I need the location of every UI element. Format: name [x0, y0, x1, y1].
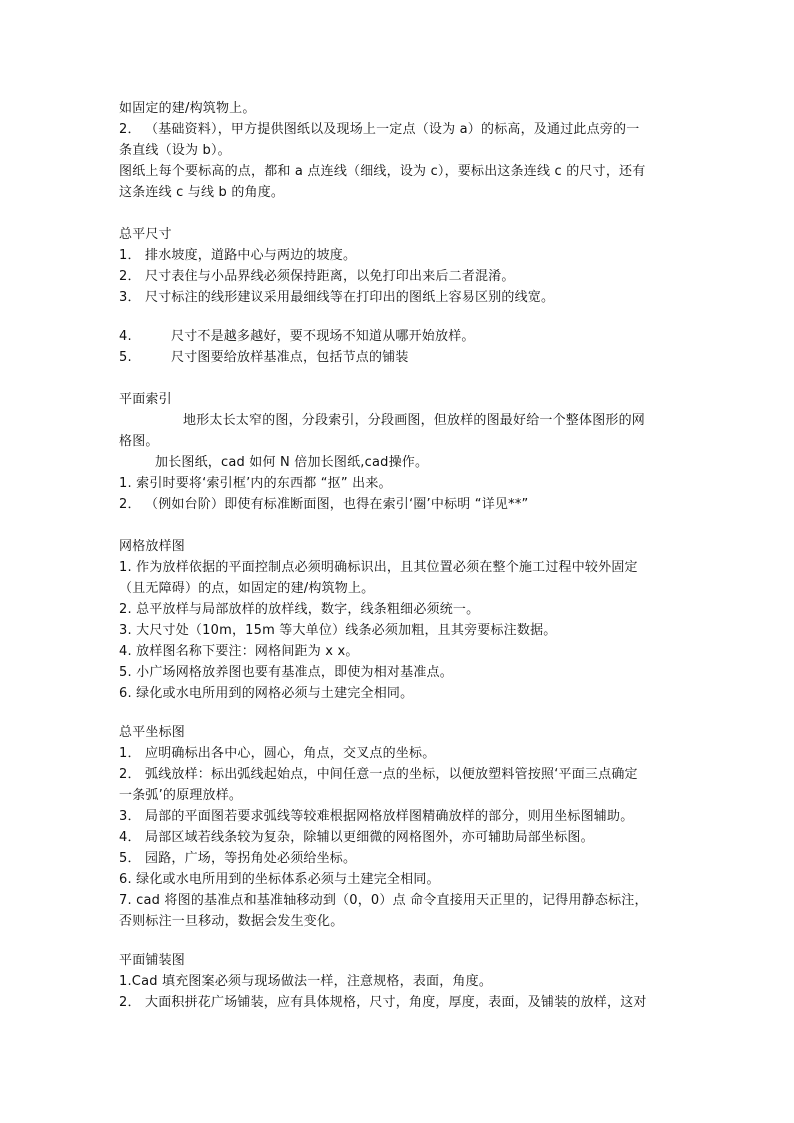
section-title-paving: 平面铺装图: [119, 953, 186, 968]
coord-item-2: 2． 弧线放样：标出弧线起始点，中间任意一点的坐标，以便放塑料管按照‘平面三点确定: [119, 767, 638, 782]
dimensions-item-4-number: 4.: [119, 329, 132, 344]
dimensions-item-1: 1． 排水坡度，道路中心与两边的坡度。: [119, 248, 357, 263]
intro-line-5: 这条连线 c 与线 b 的角度。: [119, 185, 285, 200]
dimensions-item-3: 3． 尺寸标注的线形建议采用最细线等在打印出的图纸上容易区别的线宽。: [119, 290, 555, 305]
coord-item-4: 4． 局部区域若线条较为复杂，除辅以更细微的网格图外，亦可辅助局部坐标图。: [119, 830, 594, 845]
dimensions-item-5: [119, 347, 679, 368]
coord-item-6: 6. 绿化或水电所用到的坐标体系必须与土建完全相同。: [119, 872, 440, 887]
section-title-dimensions: 总平尺寸: [119, 227, 172, 242]
grid-item-6: 6. 绿化或水电所用到的网格必须与土建完全相同。: [119, 686, 414, 701]
coord-item-7-cont: 否则标注一旦移动，数据会发生变化。: [119, 914, 344, 929]
plan-index-para-1-cont: 格图。: [119, 434, 159, 449]
grid-item-1-cont: （且无障碍）的点，如固定的建/构筑物上。: [119, 581, 375, 596]
intro-line-1: 如固定的建/构筑物上。: [119, 101, 256, 116]
intro-line-3: 条直线（设为 b）。: [119, 143, 231, 158]
grid-item-1: 1. 作为放样依据的平面控制点必须明确标识出，且其位置必须在整个施工过程中较外固定: [119, 560, 638, 575]
intro-line-4: 图纸上每个要标高的点，都和 a 点连线（细线，设为 c），要标出这条连线 c 的尺寸，还有: [119, 164, 646, 179]
plan-index-item-1: 1. 索引时要将‘索引框’内的东西都 “抠” 出来。: [119, 476, 392, 491]
plan-index-para-2: 加长图纸，cad 如何 N 倍加长图纸,cad操作。: [155, 455, 429, 470]
coord-item-2-cont: 一条弧’的原理放样。: [119, 788, 243, 803]
section-title-grid-layout: 网格放样图: [119, 539, 186, 554]
coord-item-3: 3． 局部的平面图若要求弧线等较难根据网格放样图精确放样的部分，则用坐标图辅助。: [119, 809, 634, 824]
dimensions-item-5-number: 5.: [119, 350, 132, 365]
section-title-plan-index: 平面索引: [119, 392, 172, 407]
grid-item-4: 4. 放样图名称下要注：网格间距为 x x。: [119, 644, 359, 659]
grid-item-2: 2. 总平放样与局部放样的放样线，数字，线条粗细必须统一。: [119, 602, 480, 617]
coord-item-7: 7. cad 将图的基准点和基准轴移动到（0，0）点 命令直接用天正里的，记得用静态标注，: [119, 893, 648, 908]
plan-index-para-1: 地形太长太窄的图，分段索引，分段画图，但放样的图最好给一个整体图形的网: [183, 413, 646, 428]
grid-item-5: 5. 小广场网格放养图也要有基准点，即使为相对基准点。: [119, 665, 453, 680]
paving-item-2: 2． 大面积拼花广场铺装，应有具体规格，尺寸，角度，厚度，表面，及铺装的放样，这对: [119, 995, 647, 1010]
dimensions-item-2: 2． 尺寸表住与小品界线必须保持距离，以免打印出来后二者混淆。: [119, 269, 515, 284]
dimensions-item-5-text: 尺寸图要给放样基准点，包括节点的铺装: [171, 350, 409, 365]
paving-item-1: 1.Cad 填充图案必须与现场做法一样，注意规格，表面，角度。: [119, 974, 493, 989]
intro-line-2: 2． （基础资料），甲方提供图纸以及现场上一定点（设为 a）的标高，及通过此点旁的一: [119, 122, 640, 137]
coord-item-1: 1． 应明确标出各中心，圆心，角点，交叉点的坐标。: [119, 746, 436, 761]
coord-item-5: 5． 园路，广场，等拐角处必须给坐标。: [119, 851, 357, 866]
section-title-coordinates: 总平坐标图: [119, 725, 186, 740]
dimensions-item-4-text: 尺寸不是越多越好，要不现场不知道从哪开始放样。: [171, 329, 475, 344]
dimensions-item-4: [119, 326, 679, 347]
plan-index-item-2: 2． （例如台阶）即使有标准断面图，也得在索引‘圈’中标明 “详见**”: [119, 497, 529, 512]
grid-item-3: 3. 大尺寸处（10m，15m 等大单位）线条必须加粗，且其旁要标注数据。: [119, 623, 557, 638]
